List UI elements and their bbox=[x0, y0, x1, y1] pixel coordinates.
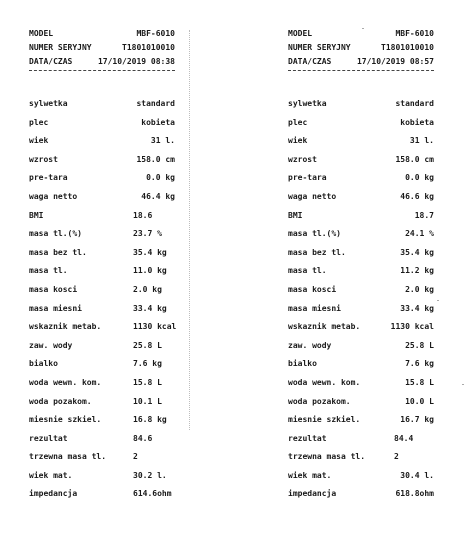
measurement-value: 24.1 % bbox=[405, 229, 434, 239]
model-label: MODEL bbox=[288, 29, 313, 38]
measurement-row bbox=[288, 230, 434, 238]
measurement-label: trzewna masa tl. bbox=[288, 452, 366, 462]
measurement-value: 30.4 l. bbox=[400, 470, 434, 480]
measurement-row bbox=[288, 100, 434, 108]
measurement-row bbox=[288, 174, 434, 182]
measurement-value: 10.1 L bbox=[133, 396, 162, 406]
measurement-value: 23.7 % bbox=[133, 229, 162, 239]
model-label: MODEL bbox=[29, 29, 54, 38]
measurement-label: masa bez tl. bbox=[29, 247, 87, 257]
measurement-row bbox=[288, 472, 434, 480]
datetime-value: 17/10/2019 08:38 bbox=[97, 57, 175, 66]
measurement-label: woda pozakom. bbox=[288, 396, 351, 406]
measurement-label: masa kosci bbox=[288, 284, 337, 294]
measurement-label: miesnie szkiel. bbox=[288, 415, 361, 425]
measurement-value: 16.7 kg bbox=[400, 415, 434, 425]
measurement-row bbox=[29, 249, 175, 257]
measurement-value: 33.4 kg bbox=[133, 303, 167, 313]
measurement-row bbox=[29, 416, 175, 424]
measurement-label: masa tl. bbox=[288, 266, 327, 276]
measurement-label: plec bbox=[288, 117, 308, 127]
measurement-label: wiek bbox=[29, 136, 49, 146]
measurement-row bbox=[288, 360, 434, 368]
measurement-row bbox=[288, 305, 434, 313]
measurement-label: wskaznik metab. bbox=[288, 322, 361, 332]
measurements-list bbox=[29, 100, 175, 509]
measurement-row bbox=[29, 174, 175, 182]
measurement-label: BMI bbox=[29, 210, 44, 220]
datetime-label: DATA/CZAS bbox=[29, 57, 73, 66]
measurement-value: 33.4 kg bbox=[400, 303, 434, 313]
scan-speck bbox=[437, 300, 439, 301]
measurement-row bbox=[29, 137, 175, 145]
measurement-row bbox=[29, 100, 175, 108]
measurement-label: woda pozakom. bbox=[29, 396, 92, 406]
measurement-value: 0.0 kg bbox=[146, 173, 175, 183]
measurement-label: impedancja bbox=[288, 489, 337, 499]
measurement-label: wiek bbox=[288, 136, 308, 146]
separator-line bbox=[288, 70, 434, 71]
measurement-value: 30.2 l. bbox=[133, 470, 167, 480]
serial-value: T1801010010 bbox=[122, 43, 175, 52]
measurement-row bbox=[288, 342, 434, 350]
measurement-row bbox=[29, 212, 175, 220]
measurement-value: kobieta bbox=[141, 117, 175, 127]
measurement-row bbox=[29, 453, 175, 461]
serial-value: T1801010010 bbox=[381, 43, 434, 52]
scan-speck bbox=[362, 28, 364, 29]
measurement-label: zaw. wody bbox=[288, 340, 332, 350]
measurement-label: masa bez tl. bbox=[288, 247, 346, 257]
datetime-label: DATA/CZAS bbox=[288, 57, 332, 66]
measurement-value: 15.8 L bbox=[133, 377, 162, 387]
measurement-value: 1130 kcal bbox=[390, 322, 434, 332]
measurement-label: wskaznik metab. bbox=[29, 322, 102, 332]
measurement-label: masa tl.(%) bbox=[29, 229, 82, 239]
measurement-value: 7.6 kg bbox=[133, 359, 162, 369]
measurement-label: masa miesni bbox=[29, 303, 82, 313]
measurement-value: 16.8 kg bbox=[133, 415, 167, 425]
measurement-value: 35.4 kg bbox=[400, 247, 434, 257]
measurement-label: rezultat bbox=[288, 433, 327, 443]
measurement-label: rezultat bbox=[29, 433, 68, 443]
measurement-value: 2.0 kg bbox=[405, 284, 434, 294]
measurement-row bbox=[288, 249, 434, 257]
measurement-row bbox=[288, 156, 434, 164]
measurement-label: masa kosci bbox=[29, 284, 78, 294]
measurement-label: BMI bbox=[288, 210, 303, 220]
measurement-value: 2 bbox=[394, 452, 399, 462]
measurement-label: zaw. wody bbox=[29, 340, 73, 350]
measurement-value: 11.0 kg bbox=[133, 266, 167, 276]
measurement-row bbox=[29, 323, 175, 331]
measurement-label: impedancja bbox=[29, 489, 78, 499]
serial-label: NUMER SERYJNY bbox=[29, 43, 92, 52]
measurement-value: 618.8ohm bbox=[395, 489, 434, 499]
measurement-row bbox=[29, 305, 175, 313]
measurement-value: standard bbox=[136, 99, 175, 108]
measurement-label: wzrost bbox=[288, 154, 317, 164]
measurement-row bbox=[288, 416, 434, 424]
measurement-value: 0.0 kg bbox=[405, 173, 434, 183]
measurement-value: 18.6 bbox=[133, 210, 153, 220]
measurement-value: 46.4 kg bbox=[141, 191, 175, 201]
measurement-label: miesnie szkiel. bbox=[29, 415, 102, 425]
measurement-row bbox=[288, 453, 434, 461]
measurement-label: pre-tara bbox=[288, 173, 327, 183]
measurement-value: 25.8 L bbox=[133, 340, 162, 350]
datetime-row bbox=[29, 58, 175, 66]
measurement-row bbox=[29, 379, 175, 387]
measurement-label: sylwetka bbox=[29, 99, 68, 108]
measurement-label: masa miesni bbox=[288, 303, 341, 313]
measurement-value: 15.8 L bbox=[405, 377, 434, 387]
measurement-label: wiek mat. bbox=[288, 470, 332, 480]
measurement-row bbox=[29, 435, 175, 443]
measurement-label: wzrost bbox=[29, 154, 58, 164]
measurement-row bbox=[288, 119, 434, 127]
scan-speck bbox=[462, 384, 464, 385]
measurement-value: kobieta bbox=[400, 117, 434, 127]
measurement-row bbox=[29, 119, 175, 127]
measurement-value: 2 bbox=[133, 452, 138, 462]
model-value: MBF-6010 bbox=[395, 29, 434, 38]
measurement-label: trzewna masa tl. bbox=[29, 452, 107, 462]
measurement-row bbox=[29, 490, 175, 498]
measurement-value: 158.0 cm bbox=[136, 154, 175, 164]
measurement-value: 2.0 kg bbox=[133, 284, 162, 294]
measurement-row bbox=[288, 379, 434, 387]
measurement-row bbox=[29, 286, 175, 294]
measurement-label: wiek mat. bbox=[29, 470, 73, 480]
measurement-row bbox=[29, 398, 175, 406]
measurement-value: 7.6 kg bbox=[405, 359, 434, 369]
measurement-value: 18.7 bbox=[414, 210, 434, 220]
measurement-row bbox=[288, 398, 434, 406]
measurement-value: 46.6 kg bbox=[400, 191, 434, 201]
measurement-value: 10.0 L bbox=[405, 396, 434, 406]
measurement-row bbox=[288, 193, 434, 201]
measurement-row bbox=[288, 286, 434, 294]
measurement-row bbox=[29, 193, 175, 201]
measurement-label: waga netto bbox=[29, 191, 78, 201]
measurement-value: 84.4 bbox=[394, 433, 414, 443]
measurement-row bbox=[29, 360, 175, 368]
serial-label: NUMER SERYJNY bbox=[288, 43, 351, 52]
measurement-value: 11.2 kg bbox=[400, 266, 434, 276]
serial-row bbox=[288, 44, 434, 52]
measurement-row bbox=[29, 472, 175, 480]
measurement-label: masa tl. bbox=[29, 266, 68, 276]
datetime-value: 17/10/2019 08:57 bbox=[356, 57, 434, 66]
measurement-row bbox=[288, 435, 434, 443]
measurement-row bbox=[29, 156, 175, 164]
measurement-value: 158.0 cm bbox=[395, 154, 434, 164]
measurement-row bbox=[288, 267, 434, 275]
measurement-label: waga netto bbox=[288, 191, 337, 201]
measurement-label: plec bbox=[29, 117, 49, 127]
measurement-label: sylwetka bbox=[288, 99, 327, 108]
measurement-label: pre-tara bbox=[29, 173, 68, 183]
measurement-value: 25.8 L bbox=[405, 340, 434, 350]
model-value: MBF-6010 bbox=[136, 29, 175, 38]
measurement-value: 1130 kcal bbox=[133, 322, 177, 332]
separator-line bbox=[29, 70, 175, 71]
measurement-value: 35.4 kg bbox=[133, 247, 167, 257]
measurement-value: standard bbox=[395, 99, 434, 108]
measurement-value: 84.6 bbox=[133, 433, 153, 443]
datetime-row bbox=[288, 58, 434, 66]
measurement-row bbox=[29, 267, 175, 275]
measurement-label: woda wewn. kom. bbox=[288, 377, 361, 387]
serial-row bbox=[29, 44, 175, 52]
measurement-row bbox=[288, 212, 434, 220]
measurement-row bbox=[288, 490, 434, 498]
model-row bbox=[29, 30, 175, 38]
measurement-row bbox=[288, 323, 434, 331]
measurement-row bbox=[29, 342, 175, 350]
measurement-value: 31 l. bbox=[409, 136, 434, 146]
measurement-label: woda wewn. kom. bbox=[29, 377, 102, 387]
measurement-value: 614.6ohm bbox=[133, 489, 172, 499]
measurement-label: masa tl.(%) bbox=[288, 229, 341, 239]
measurement-label: bialko bbox=[288, 359, 317, 369]
measurement-value: 31 l. bbox=[150, 136, 175, 146]
page-fold-line bbox=[189, 30, 190, 430]
measurement-label: bialko bbox=[29, 359, 58, 369]
model-row bbox=[288, 30, 434, 38]
measurement-row bbox=[29, 230, 175, 238]
measurements-list bbox=[288, 100, 434, 509]
measurement-row bbox=[288, 137, 434, 145]
